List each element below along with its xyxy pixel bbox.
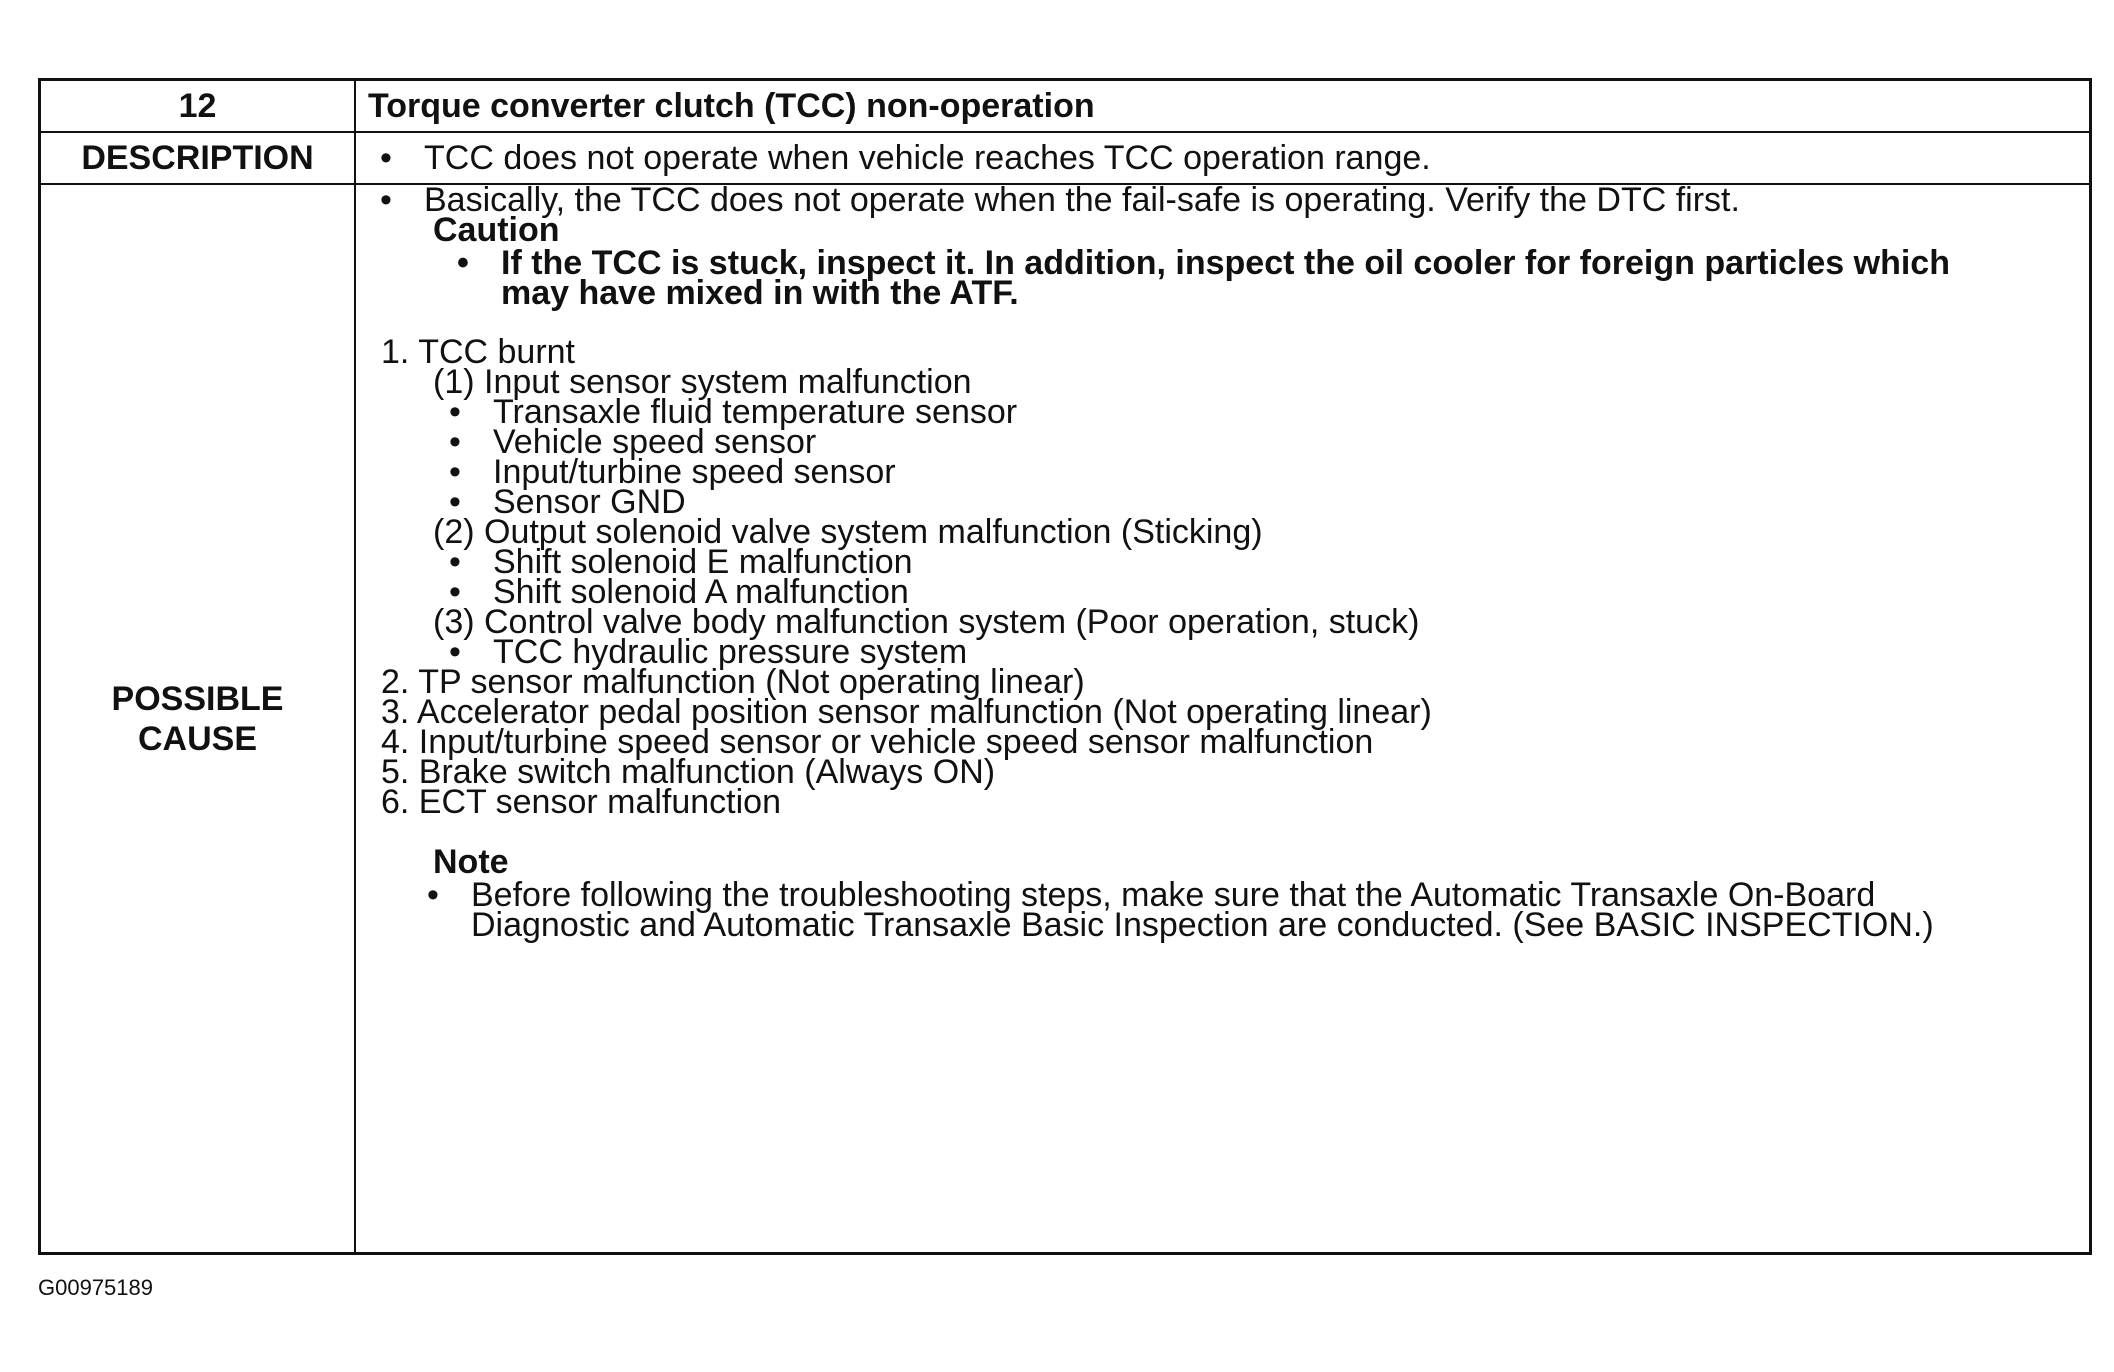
- list-item: • TCC hydraulic pressure system: [493, 632, 967, 672]
- note-text-line1: • Before following the troubleshooting steps, make sure that the Automatic Transaxle On-Board: [471, 875, 1875, 915]
- list-item: 3. Accelerator pedal position sensor malfunction (Not operating linear): [381, 693, 1432, 731]
- list-item: 1. TCC burnt: [381, 333, 576, 371]
- list-item: • Vehicle speed sensor: [493, 422, 816, 462]
- description-label-text: DESCRIPTION: [81, 139, 314, 177]
- list-item: (1) Input sensor system malfunction: [433, 363, 972, 401]
- list-item: 5. Brake switch malfunction (Always ON): [381, 753, 996, 791]
- description-text: • TCC does not operate when vehicle reaches TCC operation range.: [424, 138, 1431, 178]
- list-item: 4. Input/turbine speed sensor or vehicle speed sensor malfunction: [381, 723, 1374, 761]
- item-number-text: 12: [178, 87, 217, 125]
- note-heading: Note: [433, 843, 509, 881]
- figure-id: G00975189: [38, 1275, 153, 1300]
- description-cell: [356, 133, 2089, 183]
- list-item: • Shift solenoid E malfunction: [493, 542, 913, 582]
- item-title-cell: [356, 81, 2089, 131]
- list-item: 6. ECT sensor malfunction: [381, 783, 781, 821]
- item-number: [41, 81, 354, 131]
- item-title: Torque converter clutch (TCC) non-operation: [368, 87, 1095, 125]
- caution-text-line1: • If the TCC is stuck, inspect it. In addition, inspect the oil cooler for foreign particles which: [501, 243, 1950, 283]
- troubleshooting-table: [38, 78, 2092, 1255]
- caution-text-line2: may have mixed in with the ATF.: [501, 274, 1019, 312]
- description-label: [41, 133, 354, 183]
- list-item: • Shift solenoid A malfunction: [493, 572, 909, 612]
- possible-cause-cell: [356, 181, 2089, 1252]
- possible-cause-label-line1: POSSIBLE: [111, 679, 284, 718]
- possible-cause-label: [41, 185, 354, 1252]
- intro-text: • Basically, the TCC does not operate when the fail-safe is operating. Verify the DTC first.: [424, 180, 1740, 220]
- possible-cause-label-line2: CAUSE: [137, 719, 258, 758]
- list-item: • Transaxle fluid temperature sensor: [493, 392, 1017, 432]
- caution-heading: Caution: [433, 211, 560, 249]
- list-item: (3) Control valve body malfunction system (Poor operation, stuck): [433, 603, 1420, 641]
- list-item: • Sensor GND: [493, 482, 686, 522]
- list-item: (2) Output solenoid valve system malfunction (Sticking): [433, 513, 1263, 551]
- list-item: • Input/turbine speed sensor: [493, 452, 896, 492]
- note-text-line2: Diagnostic and Automatic Transaxle Basic Inspection are conducted. (See BASIC INSPECTION.): [471, 906, 1934, 944]
- list-item: 2. TP sensor malfunction (Not operating linear): [381, 663, 1085, 701]
